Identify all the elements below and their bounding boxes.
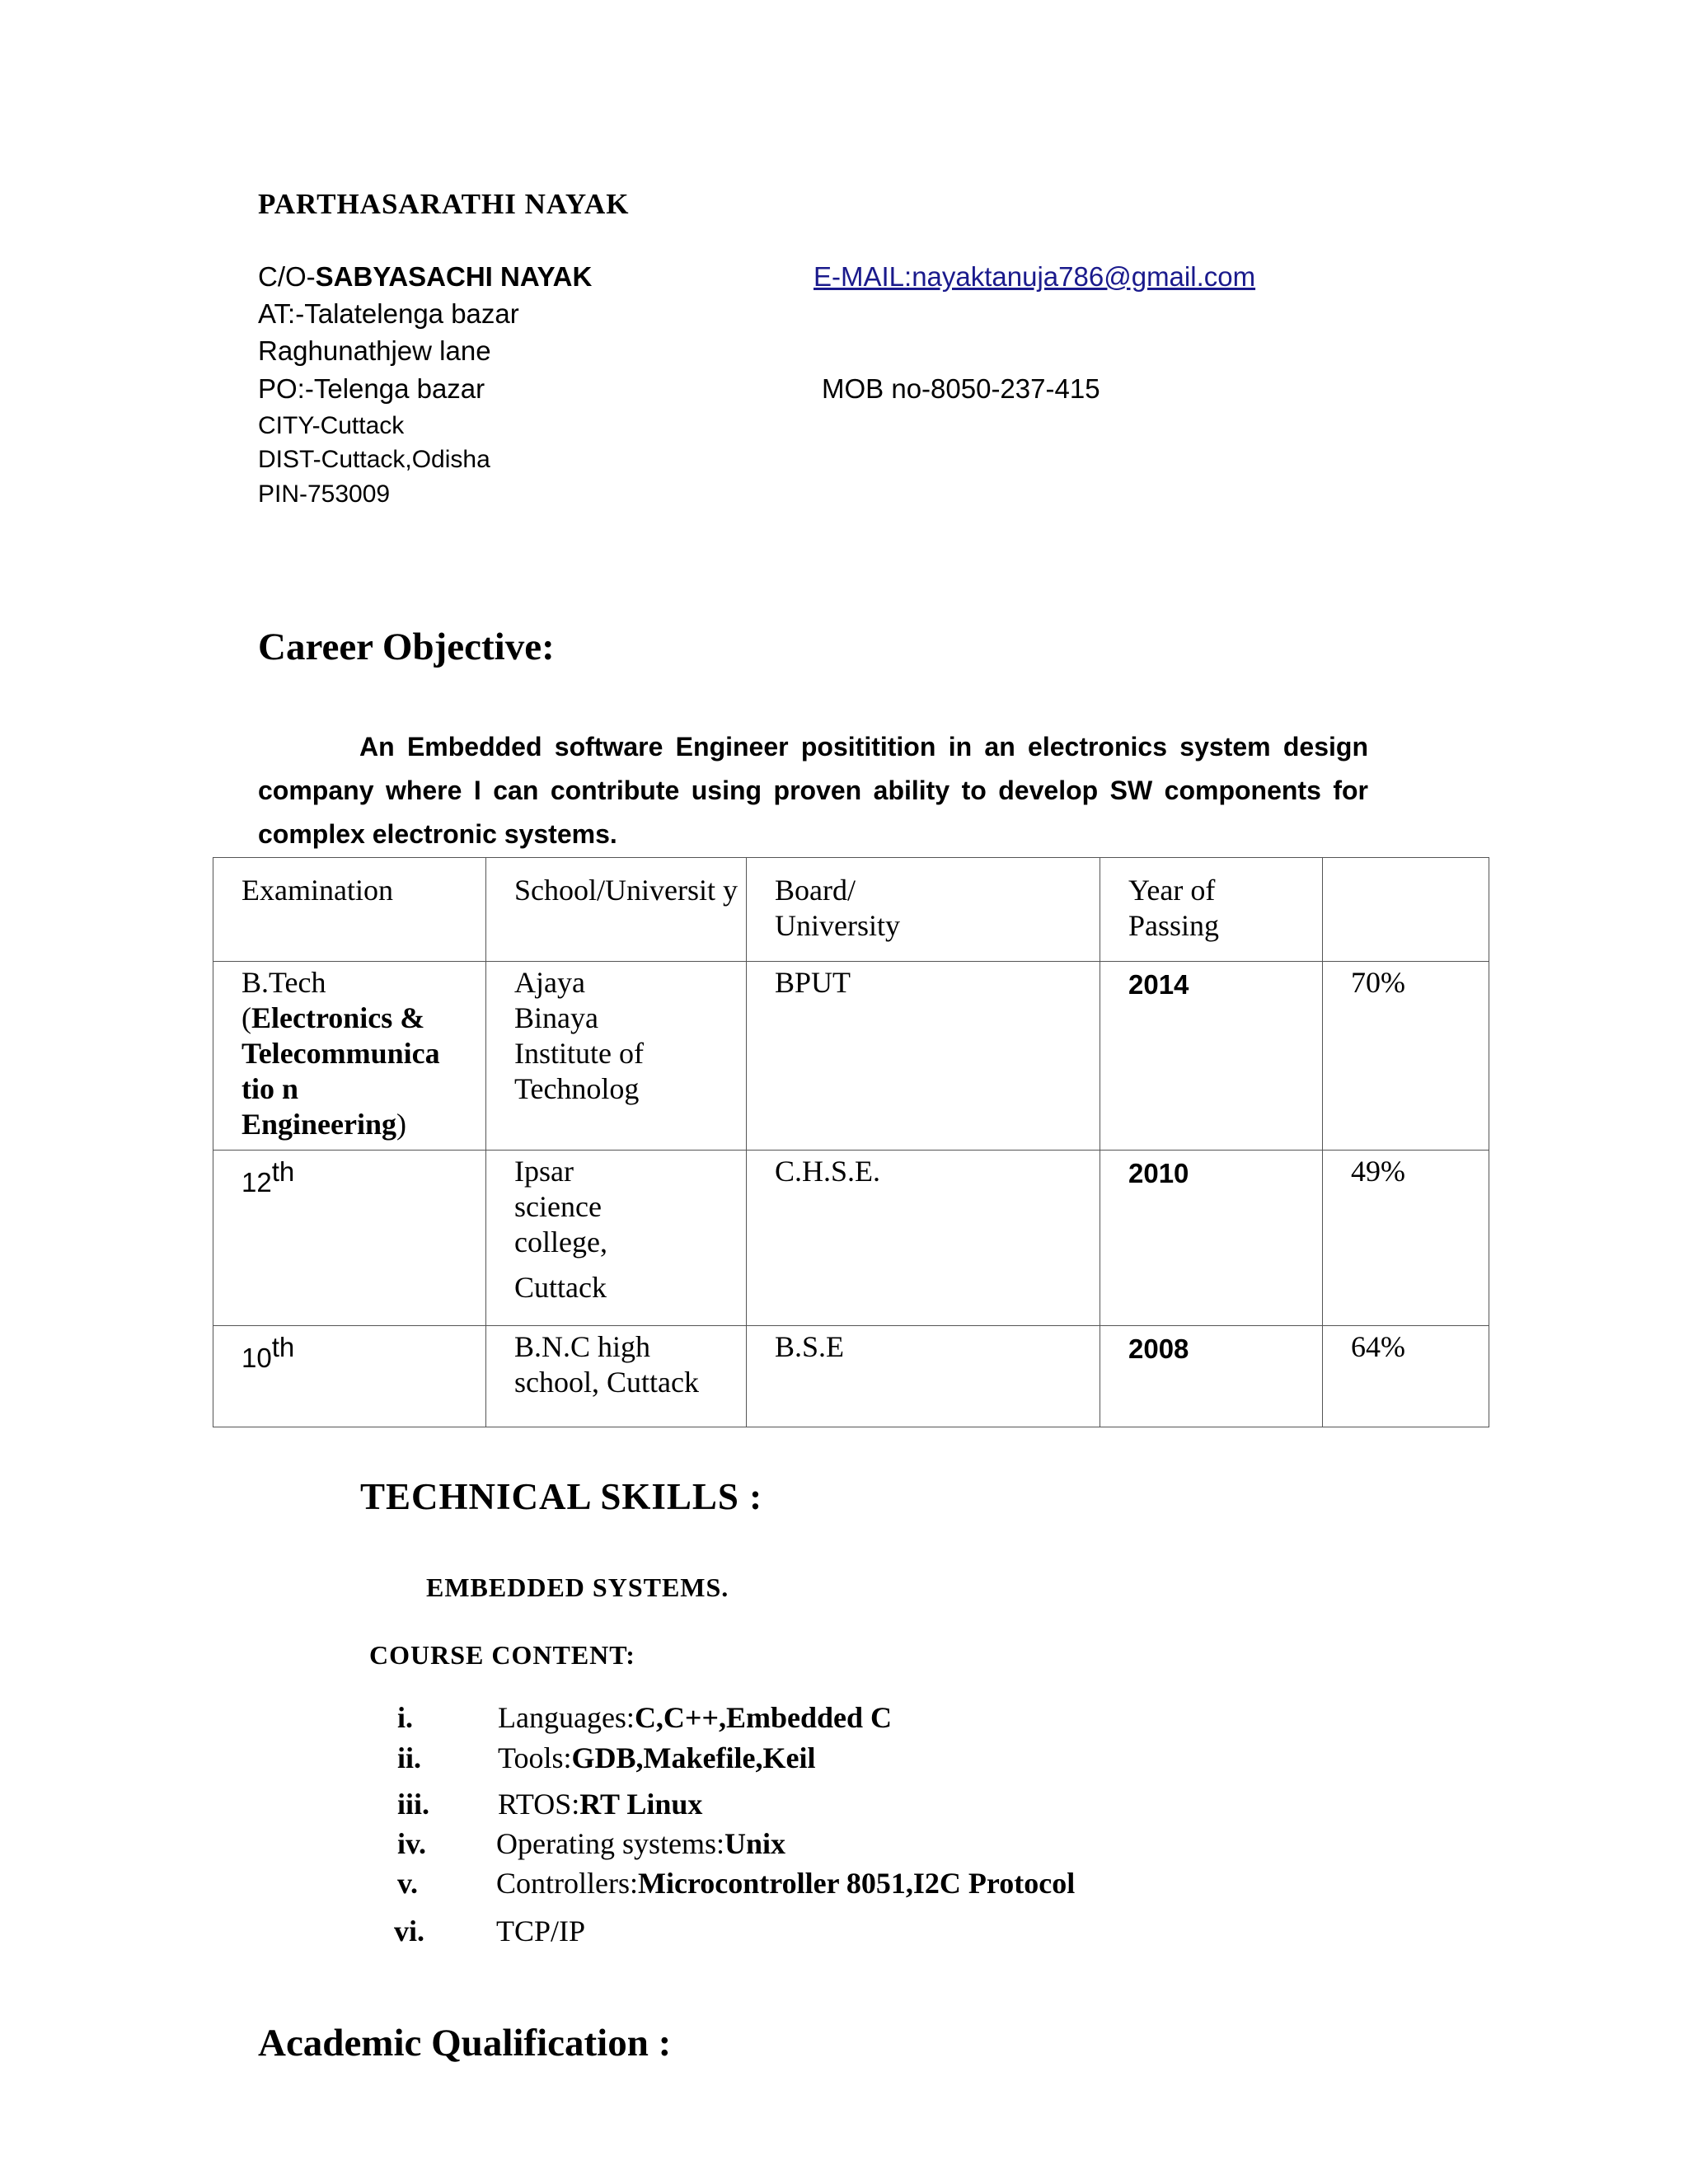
- header-year: [1100, 858, 1323, 962]
- school-cell: [486, 1151, 747, 1326]
- skill-number: vi.: [394, 1915, 425, 1947]
- header-school-text: School/Universit y: [514, 874, 738, 907]
- year-value: 2014: [1128, 969, 1189, 1000]
- education-table: [213, 857, 1489, 1427]
- header-year-text: Year of Passing: [1128, 874, 1220, 942]
- exam-cell: 12th: [213, 1151, 486, 1326]
- address-district: DIST-Cuttack,Odisha: [258, 446, 490, 473]
- skill-item: Languages:C,C++,Embedded C: [498, 1701, 893, 1734]
- skill-item: TCP/IP: [496, 1915, 586, 1947]
- skill-number: v.: [397, 1867, 419, 1900]
- skill-number: iii.: [397, 1788, 430, 1821]
- school-city: Cuttack: [514, 1271, 607, 1304]
- career-objective-heading: Career Objective:: [258, 626, 555, 668]
- year-cell: [1100, 962, 1323, 1151]
- header-examination: Examination: [213, 858, 486, 962]
- career-objective-text: [258, 725, 1368, 856]
- academic-qualification-heading: Academic Qualification :: [258, 2022, 672, 2064]
- school-name: Ipsar science college,: [514, 1155, 607, 1258]
- care-of-line: [258, 261, 592, 293]
- address-line-1: AT:-Talatelenga bazar: [258, 298, 519, 329]
- year-value: 2008: [1128, 1333, 1189, 1364]
- header-board-text: Board/ University: [775, 874, 900, 942]
- table-row: [213, 1151, 1489, 1326]
- skill-number: iv.: [397, 1827, 427, 1860]
- table-row: [213, 962, 1489, 1151]
- skill-item: Tools:GDB,Makefile,Keil: [498, 1741, 816, 1774]
- skill-item: Operating systems:Unix: [496, 1827, 785, 1860]
- course-content-heading: COURSE CONTENT:: [369, 1640, 635, 1670]
- objective-line: complex electronic systems.: [258, 819, 617, 849]
- address-line-2: Raghunathjew lane: [258, 335, 491, 366]
- school-name: B.N.C high school, Cuttack: [514, 1330, 699, 1399]
- board-cell: B.S.E: [747, 1326, 1100, 1427]
- board-cell: C.H.S.E.: [747, 1151, 1100, 1326]
- percent-cell: 70%: [1323, 962, 1489, 1151]
- technical-skills-heading: TECHNICAL SKILLS :: [360, 1476, 763, 1517]
- year-value: 2010: [1128, 1158, 1189, 1188]
- exam-cell: [213, 962, 486, 1151]
- header-percent: [1323, 858, 1489, 962]
- address-pin: PIN-753009: [258, 480, 391, 508]
- skill-item: RTOS:RT Linux: [498, 1788, 703, 1821]
- care-of-prefix: C/O-: [258, 261, 316, 292]
- candidate-name: PARTHASARATHI NAYAK: [258, 188, 630, 220]
- year-cell: [1100, 1151, 1323, 1326]
- address-line-3: PO:-Telenga bazar: [258, 373, 485, 404]
- skill-number: ii.: [397, 1741, 422, 1774]
- table-row: [213, 1326, 1489, 1427]
- table-header-row: [213, 858, 1489, 962]
- exam-branch: (Electronics & Telecommunica tio n Engineering): [241, 1001, 440, 1141]
- address-city: CITY-Cuttack: [258, 412, 405, 439]
- school-cell: [486, 962, 747, 1151]
- skill-item: Controllers:Microcontroller 8051,I2C Protocol: [496, 1867, 1076, 1900]
- header-board: [747, 858, 1100, 962]
- mobile-number: MOB no-8050-237-415: [822, 373, 1100, 404]
- percent-cell: 49%: [1323, 1151, 1489, 1326]
- board-cell: BPUT: [747, 962, 1100, 1151]
- exam-cell: 10th: [213, 1326, 486, 1427]
- school-cell: [486, 1326, 747, 1427]
- percent-cell: 64%: [1323, 1326, 1489, 1427]
- objective-line: An Embedded software Engineer posititition in an electronics system design: [359, 732, 1368, 762]
- objective-line: company where I can contribute using proven ability to develop SW components for: [258, 776, 1368, 805]
- skill-number: i.: [397, 1701, 414, 1734]
- exam-degree: B.Tech: [241, 966, 326, 999]
- school-name: Ajaya Binaya Institute of Technolog: [514, 966, 644, 1105]
- embedded-systems-subheading: EMBEDDED SYSTEMS.: [426, 1572, 729, 1602]
- year-cell: [1100, 1326, 1323, 1427]
- care-of-name: SABYASACHI NAYAK: [315, 261, 593, 292]
- email-link[interactable]: E-MAIL:nayaktanuja786@gmail.com: [814, 261, 1256, 292]
- header-school: [486, 858, 747, 962]
